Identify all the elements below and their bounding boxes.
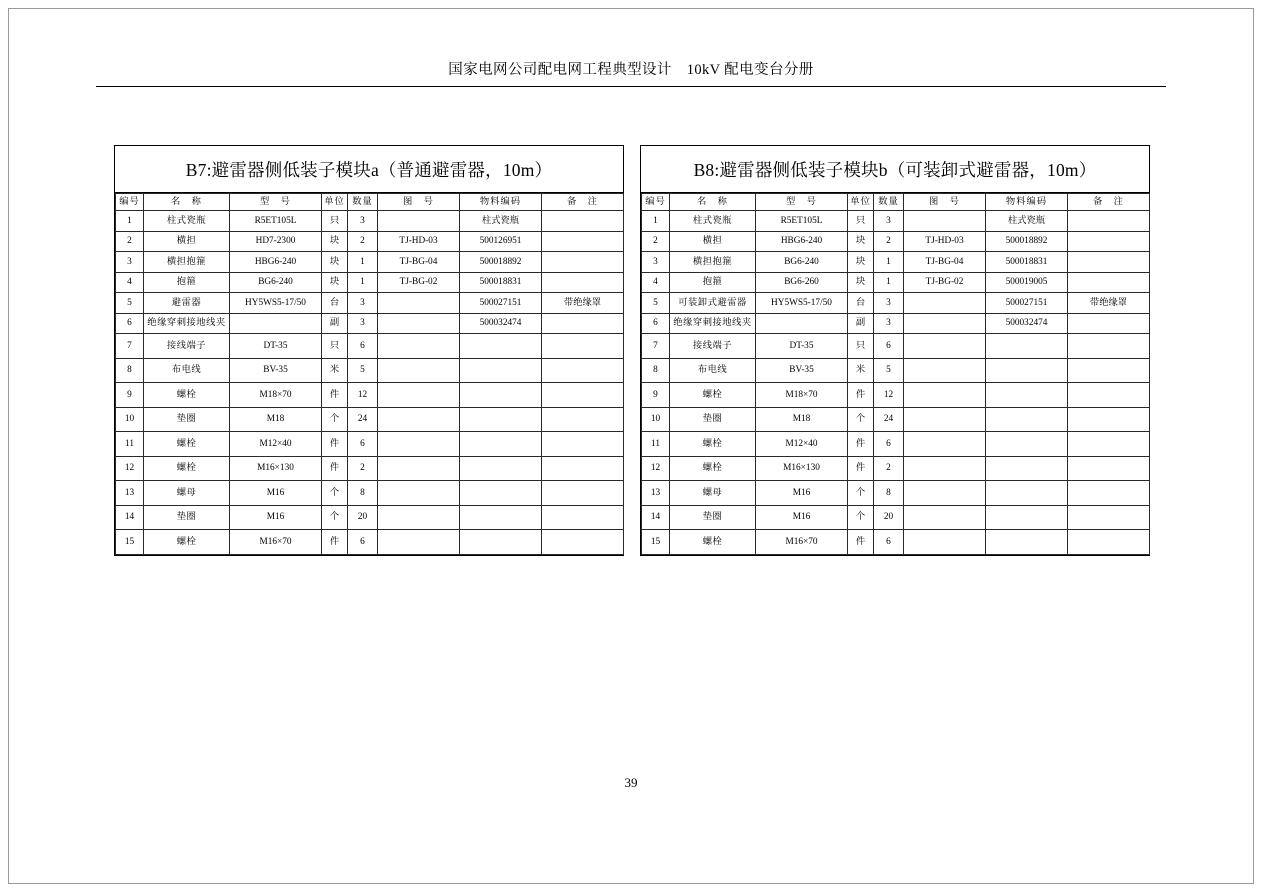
cell-name: 螺栓 — [670, 530, 756, 555]
cell-unit: 个 — [322, 481, 348, 506]
cell-remark — [542, 211, 624, 232]
cell-code — [986, 358, 1068, 383]
table-row — [116, 383, 624, 408]
col-header-qty: 数量 — [348, 194, 378, 211]
table-row — [642, 293, 1150, 314]
cell-model: M16×70 — [230, 530, 322, 555]
cell-code — [986, 432, 1068, 457]
cell-unit: 米 — [322, 358, 348, 383]
col-header-qty: 数量 — [874, 194, 904, 211]
table-row — [116, 211, 624, 232]
cell-unit: 只 — [322, 211, 348, 232]
cell-qty: 3 — [874, 293, 904, 314]
cell-qty: 1 — [874, 272, 904, 293]
bom-block-b7 — [114, 145, 624, 556]
cell-drawing — [378, 407, 460, 432]
table-row — [642, 407, 1150, 432]
cell-unit: 副 — [322, 313, 348, 334]
page-number: 39 — [624, 775, 638, 790]
cell-no: 3 — [116, 252, 144, 273]
cell-no: 8 — [642, 358, 670, 383]
cell-drawing — [904, 481, 986, 506]
cell-drawing — [904, 358, 986, 383]
cell-model: HY5WS5-17/50 — [756, 293, 848, 314]
table-row — [642, 272, 1150, 293]
cell-code: 500019005 — [986, 272, 1068, 293]
cell-model — [756, 313, 848, 334]
cell-remark — [542, 505, 624, 530]
cell-model — [230, 313, 322, 334]
cell-drawing — [378, 530, 460, 555]
table-row — [116, 358, 624, 383]
cell-qty: 8 — [348, 481, 378, 506]
cell-unit: 台 — [848, 293, 874, 314]
cell-unit: 块 — [848, 252, 874, 273]
cell-model: DT-35 — [756, 334, 848, 359]
cell-code — [460, 358, 542, 383]
cell-code: 500018892 — [986, 231, 1068, 252]
cell-name: 布电线 — [670, 358, 756, 383]
cell-code — [986, 456, 1068, 481]
cell-model: BG6-260 — [756, 272, 848, 293]
table-row — [116, 432, 624, 457]
cell-remark — [1068, 432, 1150, 457]
cell-name: 垫圈 — [670, 505, 756, 530]
cell-code — [986, 334, 1068, 359]
cell-model: BG6-240 — [230, 272, 322, 293]
bom-title-b7: B7:避雷器侧低装子模块a（普通避雷器，10m） — [115, 146, 623, 193]
cell-model: R5ET105L — [230, 211, 322, 232]
cell-drawing: TJ-BG-04 — [378, 252, 460, 273]
cell-no: 3 — [642, 252, 670, 273]
cell-remark — [1068, 530, 1150, 555]
cell-qty: 6 — [874, 530, 904, 555]
cell-code: 500018892 — [460, 252, 542, 273]
cell-drawing — [904, 505, 986, 530]
cell-no: 4 — [642, 272, 670, 293]
cell-code — [460, 334, 542, 359]
cell-name: 抱箍 — [670, 272, 756, 293]
table-row — [642, 432, 1150, 457]
cell-unit: 只 — [848, 211, 874, 232]
cell-drawing: TJ-BG-04 — [904, 252, 986, 273]
cell-drawing — [378, 456, 460, 481]
col-header-remark: 备 注 — [1068, 194, 1150, 211]
cell-unit: 件 — [322, 456, 348, 481]
cell-name: 横担 — [144, 231, 230, 252]
cell-drawing: TJ-HD-03 — [904, 231, 986, 252]
cell-name: 螺栓 — [670, 456, 756, 481]
cell-model: HY5WS5-17/50 — [230, 293, 322, 314]
cell-no: 2 — [116, 231, 144, 252]
cell-qty: 6 — [348, 334, 378, 359]
cell-code — [460, 481, 542, 506]
col-header-drawing: 图 号 — [904, 194, 986, 211]
cell-model: BV-35 — [756, 358, 848, 383]
col-header-no: 编号 — [116, 194, 144, 211]
table-row — [642, 481, 1150, 506]
cell-code: 500032474 — [986, 313, 1068, 334]
cell-name: 柱式瓷瓶 — [144, 211, 230, 232]
col-header-remark: 备 注 — [542, 194, 624, 211]
cell-qty: 6 — [874, 334, 904, 359]
cell-name: 绝缘穿刺接地线夹 — [670, 313, 756, 334]
cell-no: 7 — [116, 334, 144, 359]
cell-model: HD7-2300 — [230, 231, 322, 252]
cell-no: 9 — [642, 383, 670, 408]
cell-name: 螺栓 — [670, 383, 756, 408]
cell-name: 抱箍 — [144, 272, 230, 293]
cell-qty: 1 — [874, 252, 904, 273]
cell-model: HBG6-240 — [230, 252, 322, 273]
col-header-no: 编号 — [642, 194, 670, 211]
table-row — [642, 456, 1150, 481]
cell-drawing — [378, 358, 460, 383]
cell-unit: 件 — [322, 432, 348, 457]
cell-name: 绝缘穿刺接地线夹 — [144, 313, 230, 334]
cell-name: 避雷器 — [144, 293, 230, 314]
cell-qty: 24 — [874, 407, 904, 432]
cell-unit: 件 — [322, 530, 348, 555]
cell-remark — [1068, 456, 1150, 481]
cell-no: 13 — [642, 481, 670, 506]
table-header-row — [116, 194, 624, 211]
cell-model: R5ET105L — [756, 211, 848, 232]
cell-drawing — [378, 432, 460, 457]
cell-remark — [542, 272, 624, 293]
cell-drawing — [378, 383, 460, 408]
running-header: 国家电网公司配电网工程典型设计 10kV 配电变台分册 — [448, 62, 814, 78]
cell-name: 垫圈 — [144, 407, 230, 432]
cell-remark — [1068, 358, 1150, 383]
col-header-code: 物料编码 — [460, 194, 542, 211]
cell-code — [460, 530, 542, 555]
cell-unit: 块 — [322, 252, 348, 273]
cell-qty: 2 — [348, 231, 378, 252]
cell-name: 柱式瓷瓶 — [670, 211, 756, 232]
col-header-name: 名 称 — [144, 194, 230, 211]
cell-code — [460, 505, 542, 530]
cell-qty: 20 — [348, 505, 378, 530]
cell-remark — [1068, 211, 1150, 232]
cell-code — [986, 407, 1068, 432]
table-row — [116, 456, 624, 481]
cell-no: 6 — [642, 313, 670, 334]
cell-qty: 2 — [874, 456, 904, 481]
table-row — [642, 334, 1150, 359]
cell-remark — [542, 383, 624, 408]
cell-name: 螺母 — [144, 481, 230, 506]
cell-no: 13 — [116, 481, 144, 506]
cell-model: BG6-240 — [756, 252, 848, 273]
cell-unit: 个 — [848, 481, 874, 506]
cell-drawing — [378, 334, 460, 359]
table-row — [116, 313, 624, 334]
cell-no: 5 — [642, 293, 670, 314]
table-row — [116, 252, 624, 273]
cell-remark — [542, 252, 624, 273]
cell-drawing — [904, 383, 986, 408]
cell-unit: 件 — [848, 432, 874, 457]
cell-name: 垫圈 — [670, 407, 756, 432]
cell-no: 14 — [116, 505, 144, 530]
cell-remark — [1068, 272, 1150, 293]
cell-name: 螺栓 — [144, 456, 230, 481]
cell-qty: 3 — [874, 211, 904, 232]
cell-qty: 3 — [348, 313, 378, 334]
cell-no: 2 — [642, 231, 670, 252]
cell-qty: 12 — [348, 383, 378, 408]
cell-remark — [1068, 252, 1150, 273]
cell-code — [460, 407, 542, 432]
cell-name: 螺栓 — [144, 383, 230, 408]
cell-model: M18 — [756, 407, 848, 432]
table-row — [642, 313, 1150, 334]
table-row — [116, 334, 624, 359]
cell-qty: 3 — [348, 211, 378, 232]
cell-qty: 6 — [348, 432, 378, 457]
table-row — [116, 481, 624, 506]
cell-name: 可装卸式避雷器 — [670, 293, 756, 314]
cell-remark — [1068, 407, 1150, 432]
cell-drawing — [904, 313, 986, 334]
cell-model: M16 — [230, 481, 322, 506]
cell-drawing — [904, 432, 986, 457]
cell-drawing: TJ-HD-03 — [378, 231, 460, 252]
cell-drawing — [378, 505, 460, 530]
table-header-row — [642, 194, 1150, 211]
table-row — [642, 530, 1150, 555]
cell-code: 500018831 — [460, 272, 542, 293]
cell-unit: 件 — [848, 456, 874, 481]
bom-title-b8: B8:避雷器侧低装子模块b（可装卸式避雷器，10m） — [641, 146, 1149, 193]
cell-unit: 个 — [322, 407, 348, 432]
cell-no: 8 — [116, 358, 144, 383]
cell-code: 柱式瓷瓶 — [986, 211, 1068, 232]
cell-no: 11 — [642, 432, 670, 457]
cell-unit: 副 — [848, 313, 874, 334]
cell-name: 横担抱箍 — [144, 252, 230, 273]
cell-drawing — [378, 481, 460, 506]
cell-qty: 5 — [874, 358, 904, 383]
cell-code: 500126951 — [460, 231, 542, 252]
cell-remark: 带绝缘罩 — [542, 293, 624, 314]
cell-unit: 件 — [848, 530, 874, 555]
cell-unit: 块 — [322, 231, 348, 252]
cell-unit: 台 — [322, 293, 348, 314]
cell-drawing — [904, 456, 986, 481]
cell-no: 4 — [116, 272, 144, 293]
cell-no: 1 — [642, 211, 670, 232]
cell-model: BV-35 — [230, 358, 322, 383]
cell-qty: 2 — [874, 231, 904, 252]
cell-name: 接线端子 — [670, 334, 756, 359]
cell-unit: 块 — [322, 272, 348, 293]
cell-qty: 20 — [874, 505, 904, 530]
cell-name: 螺母 — [670, 481, 756, 506]
cell-drawing — [904, 334, 986, 359]
cell-no: 12 — [116, 456, 144, 481]
cell-code — [460, 432, 542, 457]
cell-no: 6 — [116, 313, 144, 334]
cell-qty: 8 — [874, 481, 904, 506]
cell-model: M16 — [756, 481, 848, 506]
cell-remark — [1068, 334, 1150, 359]
cell-no: 10 — [642, 407, 670, 432]
table-row — [116, 505, 624, 530]
cell-drawing — [904, 407, 986, 432]
cell-drawing — [378, 293, 460, 314]
cell-no: 14 — [642, 505, 670, 530]
cell-qty: 3 — [348, 293, 378, 314]
cell-remark: 带绝缘罩 — [1068, 293, 1150, 314]
col-header-code: 物料编码 — [986, 194, 1068, 211]
cell-no: 15 — [116, 530, 144, 555]
col-header-unit: 单位 — [322, 194, 348, 211]
cell-qty: 6 — [348, 530, 378, 555]
cell-remark — [542, 313, 624, 334]
table-row — [642, 383, 1150, 408]
cell-model: M18×70 — [230, 383, 322, 408]
cell-unit: 个 — [848, 407, 874, 432]
cell-name: 接线端子 — [144, 334, 230, 359]
cell-model: M12×40 — [230, 432, 322, 457]
table-row — [116, 231, 624, 252]
cell-code: 500027151 — [986, 293, 1068, 314]
cell-drawing — [378, 313, 460, 334]
cell-drawing: TJ-BG-02 — [378, 272, 460, 293]
header-divider — [96, 86, 1166, 87]
cell-unit: 件 — [322, 383, 348, 408]
cell-unit: 米 — [848, 358, 874, 383]
cell-name: 螺栓 — [144, 530, 230, 555]
cell-drawing: TJ-BG-02 — [904, 272, 986, 293]
cell-qty: 2 — [348, 456, 378, 481]
bom-block-b8 — [640, 145, 1150, 556]
cell-remark — [542, 530, 624, 555]
table-row — [116, 407, 624, 432]
bom-table-b7 — [115, 193, 624, 555]
cell-remark — [1068, 383, 1150, 408]
cell-model: M16 — [756, 505, 848, 530]
cell-remark — [542, 407, 624, 432]
cell-no: 9 — [116, 383, 144, 408]
cell-unit: 件 — [848, 383, 874, 408]
table-row — [116, 272, 624, 293]
cell-drawing — [904, 530, 986, 555]
cell-name: 布电线 — [144, 358, 230, 383]
cell-remark — [542, 358, 624, 383]
table-row — [116, 530, 624, 555]
table-row — [642, 252, 1150, 273]
cell-no: 1 — [116, 211, 144, 232]
cell-code — [986, 481, 1068, 506]
table-row — [642, 231, 1150, 252]
cell-name: 横担 — [670, 231, 756, 252]
cell-remark — [542, 456, 624, 481]
cell-qty: 1 — [348, 272, 378, 293]
cell-model: M16×70 — [756, 530, 848, 555]
col-header-name: 名 称 — [670, 194, 756, 211]
cell-no: 12 — [642, 456, 670, 481]
cell-code: 柱式瓷瓶 — [460, 211, 542, 232]
cell-unit: 个 — [322, 505, 348, 530]
cell-model: M16 — [230, 505, 322, 530]
cell-code — [460, 456, 542, 481]
cell-remark — [542, 334, 624, 359]
cell-model: DT-35 — [230, 334, 322, 359]
cell-name: 螺栓 — [670, 432, 756, 457]
cell-remark — [542, 481, 624, 506]
cell-code: 500018831 — [986, 252, 1068, 273]
cell-drawing — [904, 293, 986, 314]
col-header-model: 型 号 — [756, 194, 848, 211]
table-row — [642, 358, 1150, 383]
cell-name: 垫圈 — [144, 505, 230, 530]
table-row — [642, 505, 1150, 530]
cell-model: M16×130 — [756, 456, 848, 481]
cell-code: 500027151 — [460, 293, 542, 314]
cell-drawing — [904, 211, 986, 232]
col-header-model: 型 号 — [230, 194, 322, 211]
cell-name: 螺栓 — [144, 432, 230, 457]
cell-model: M16×130 — [230, 456, 322, 481]
cell-code — [986, 530, 1068, 555]
cell-qty: 6 — [874, 432, 904, 457]
cell-no: 5 — [116, 293, 144, 314]
cell-model: M12×40 — [756, 432, 848, 457]
cell-no: 10 — [116, 407, 144, 432]
cell-code — [986, 505, 1068, 530]
cell-remark — [542, 231, 624, 252]
cell-code: 500032474 — [460, 313, 542, 334]
cell-code — [460, 383, 542, 408]
cell-qty: 24 — [348, 407, 378, 432]
cell-remark — [1068, 481, 1150, 506]
table-row — [642, 211, 1150, 232]
cell-remark — [1068, 313, 1150, 334]
cell-no: 15 — [642, 530, 670, 555]
cell-qty: 1 — [348, 252, 378, 273]
cell-remark — [1068, 505, 1150, 530]
cell-unit: 只 — [322, 334, 348, 359]
col-header-unit: 单位 — [848, 194, 874, 211]
cell-unit: 个 — [848, 505, 874, 530]
cell-code — [986, 383, 1068, 408]
cell-no: 11 — [116, 432, 144, 457]
cell-qty: 5 — [348, 358, 378, 383]
col-header-drawing: 图 号 — [378, 194, 460, 211]
cell-no: 7 — [642, 334, 670, 359]
cell-model: M18 — [230, 407, 322, 432]
cell-model: HBG6-240 — [756, 231, 848, 252]
cell-qty: 12 — [874, 383, 904, 408]
cell-unit: 只 — [848, 334, 874, 359]
cell-model: M18×70 — [756, 383, 848, 408]
cell-name: 横担抱箍 — [670, 252, 756, 273]
cell-remark — [1068, 231, 1150, 252]
cell-unit: 块 — [848, 231, 874, 252]
table-row — [116, 293, 624, 314]
cell-drawing — [378, 211, 460, 232]
cell-qty: 3 — [874, 313, 904, 334]
cell-unit: 块 — [848, 272, 874, 293]
cell-remark — [542, 432, 624, 457]
bom-table-b8 — [641, 193, 1150, 555]
